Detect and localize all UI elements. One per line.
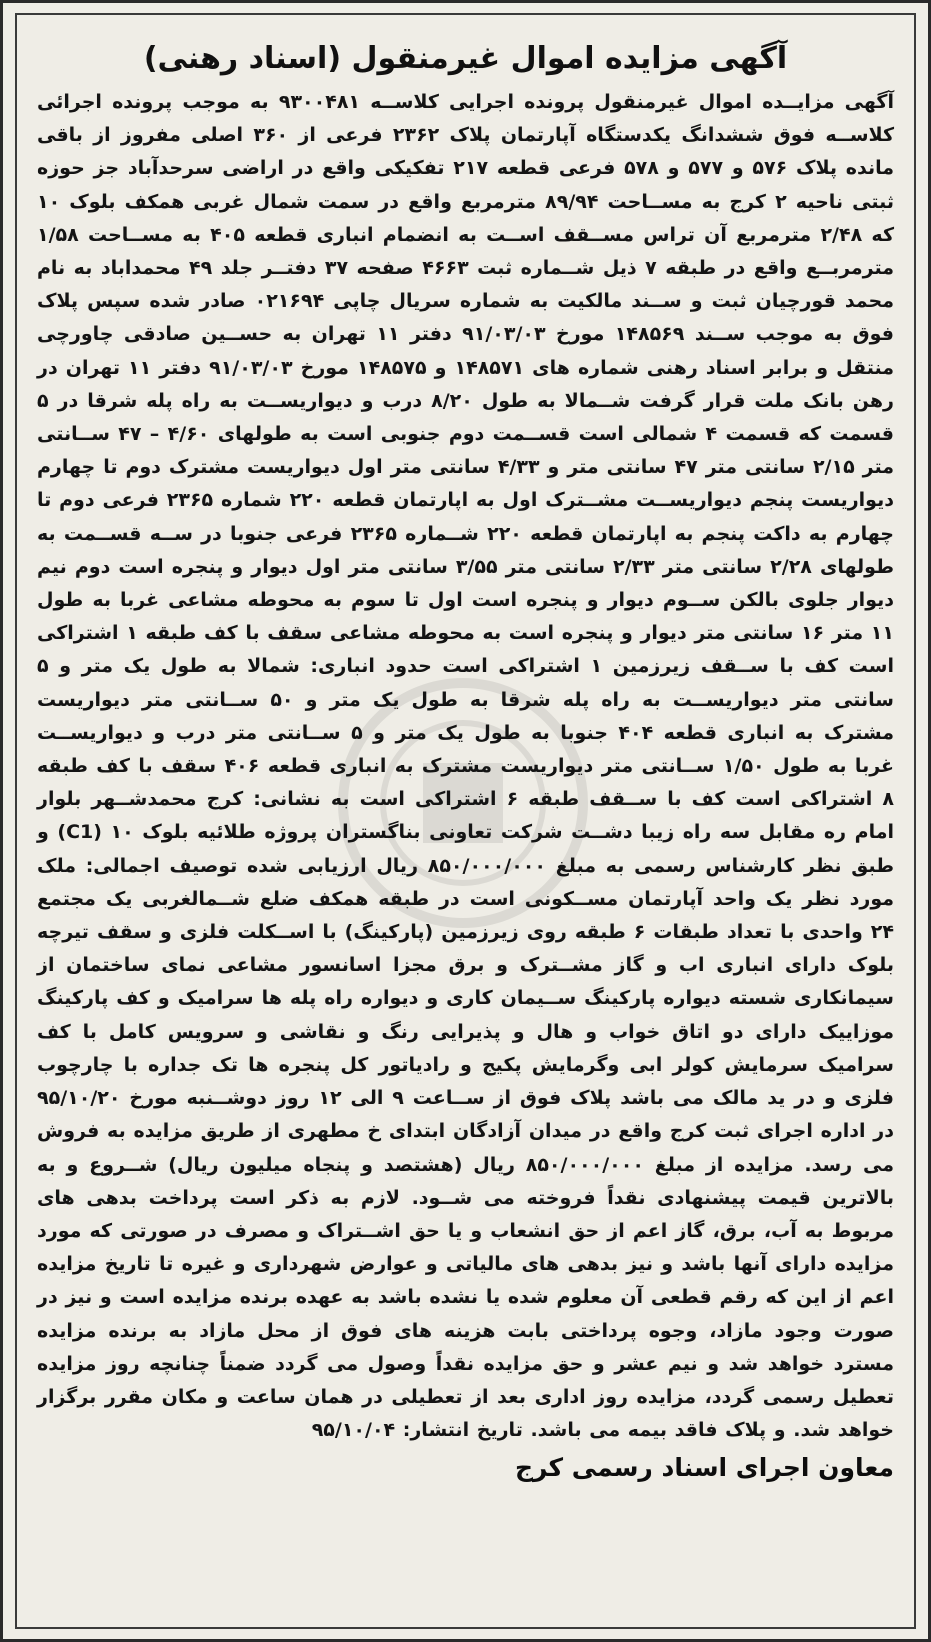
notice-title: آگهی مزایده اموال غیرمنقول (اسناد رهنی) bbox=[143, 41, 788, 76]
notice-frame bbox=[15, 13, 916, 1629]
notice-body: آگهی مزایــده اموال غیرمنقول پرونده اجرایی کلاســه ۹۳۰۰۴۸۱ به موجب پرونده اجرائی کلاســه فوق ششدانگ یکدستگاه آپارتمان پلاک ۲۳۶۲ فرعی از ۳۶۰ اصلی مفروز از باقی مانده پلاک ۵۷۶ و ۵۷۷ و ۵۷۸ فرعی قطعه ۲۱۷ تفکیکی واقع در اراضی سرحدآباد جز حوزه ثبتی ناحیه ۲ کرج به مســاحت ۸۹/۹۴ مترمربع واقع در سمت شمال غربی همکف بلوک ۱۰ که ۲/۴۸ مترمربع آن تراس مســقف اســت به انضمام انباری قطعه ۴۰۵ به مســاحت ۱/۵۸ مترمربــع واقع در طبقه ۷ ذیل شــماره ثبت ۴۶۶۳ صفحه ۳۷ دفتــر جلد ۴۹ محمداباد به نام محمد قورچیان ثبت و ســند مالکیت به شماره سریال چاپی ۰۲۱۶۹۴ صادر شده سپس پلاک فوق به موجب ســند ۱۴۸۵۶۹ مورخ ۹۱/۰۳/۰۳ دفتر ۱۱ تهران به حســین صادقی چاورچی منتقل و برابر اسناد رهنی شماره های ۱۴۸۵۷۱ و ۱۴۸۵۷۵ مورخ ۹۱/۰۳/۰۳ دفتر ۱۱ تهران در رهن بانک ملت قرار گرفت شــمالا به طول ۸/۲۰ درب و دیواریســت به راه پله شرقا در ۵ قسمت که قسمت ۴ شمالی است قســمت دوم جنوبی است به طولهای ۴/۶۰ – ۴۷ ســانتی متر ۲/۱۵ سانتی متر ۴۷ سانتی متر و ۴/۳۳ سانتی متر اول دیواریست مشترک دوم تا چهارم دیواریست پنجم دیواریســت مشــترک اول به اپارتمان قطعه ۲۲۰ شماره ۲۳۶۵ فرعی دوم تا چهارم به داکت پنجم به اپارتمان قطعه ۲۲۰ شــماره ۲۳۶۵ فرعی جنوبا در ســه قســمت به طولهای ۲/۲۸ سانتی متر ۲/۳۳ سانتی متر ۳/۵۵ سانتی متر اول دیوار و پنجره است دوم نیم دیوار جلوی بالکن ســوم دیوار و پنجره است اول تا سوم به محوطه مشاعی غربا به طول ۱۱ متر ۱۶ سانتی متر دیوار و پنجره است به محوطه مشاعی سقف با کف طبقه ۱ اشتراکی است کف با ســقف زیرزمین ۱ اشتراکی است حدود انباری: شمالا به طول یک متر و ۵ سانتی متر دیواریســت به راه پله شرقا به طول یک متر و ۵۰ ســانتی متر دیواریست مشترک به انباری قطعه ۴۰۴ جنوبا به طول یک متر و ۵ ســانتی متر درب و دیواریســت غربا به طول ۱/۵۰ ســانتی متر دیواریست مشترک به انباری قطعه ۴۰۶ سقف با کف طبقه ۸ اشتراکی است کف با ســقف طبقه ۶ اشتراکی است به نشانی: کرج محمدشــهر بلوار امام ره مقابل سه راه زیبا دشــت شرکت تعاونی بناگستران پروژه طلائیه بلوک ۱۰ (C1) و طبق نظر کارشناس رسمی به مبلغ ۸۵۰/۰۰۰/۰۰۰ ریال ارزیابی شده توصیف اجمالی: ملک مورد نظر یک واحد آپارتمان مســکونی است در طبقه همکف ضلع شــمالغربی یک مجتمع ۲۴ واحدی با تعداد طبقات ۶ طبقه روی زیرزمین (پارکینگ) با اســکلت فلزی و سقف تیرچه بلوک دارای انباری اب و گاز مشــترک و برق مجزا اسانسور مشاعی نمای ساختمان از سیمانکاری شسته دیواره پارکینگ ســیمان کاری و دیواره راه پله ها سرامیک و کف پارکینگ موزاییک دارای دو اتاق خواب و هال و پذیرایی رنگ و نقاشی و سرویس کامل با کف سرامیک سرمایش کولر ابی وگرمایش پکیج و رادیاتور کل پنجره ها تک جداره با چارچوب فلزی و در ید مالک می باشد پلاک فوق از ســاعت ۹ الی ۱۲ روز دوشــنبه مورخ ۹۵/۱۰/۲۰ در اداره اجرای ثبت کرج واقع در میدان آزادگان ابتدای خ مطهری از طریق مزایده به فروش می رسد. مزایده از مبلغ ۸۵۰/۰۰۰/۰۰۰ ریال (هشتصد و پنجاه میلیون ریال) شــروع و به بالاترین قیمت پیشنهادی نقداً فروخته می شــود. لازم به ذکر است پرداخت بدهی های مربوط به آب، برق، گاز اعم از حق انشعاب و یا حق اشــتراک و مصرف در صورتی که مورد مزایده دارای آنها باشد و نیز بدهی های مالیاتی و عوارض شهرداری و غیره تا تاریخ مزایده اعم از این که رقم قطعی آن معلوم شده یا نشده باشد به عهده برنده مزایده است و نیز در صورت وجود مازاد، وجوه پرداختی بابت هزینه های فوق از محل مازاد به برنده مزایده مسترد خواهد شد و نیم عشر و حق مزایده نقداً وصول می گردد ضمناً چنانچه روز مزایده تعطیل رسمی گردد، مزایده روز اداری بعد از تعطیلی در همان ساعت و مکان مقرر برگزار خواهد شد. و پلاک فاقد بیمه می باشد. تاریخ انتشار: ۹۵/۱۰/۰۴ bbox=[37, 91, 895, 1442]
notice-signature: معاون اجرای اسناد رسمی کرج bbox=[514, 1453, 894, 1483]
